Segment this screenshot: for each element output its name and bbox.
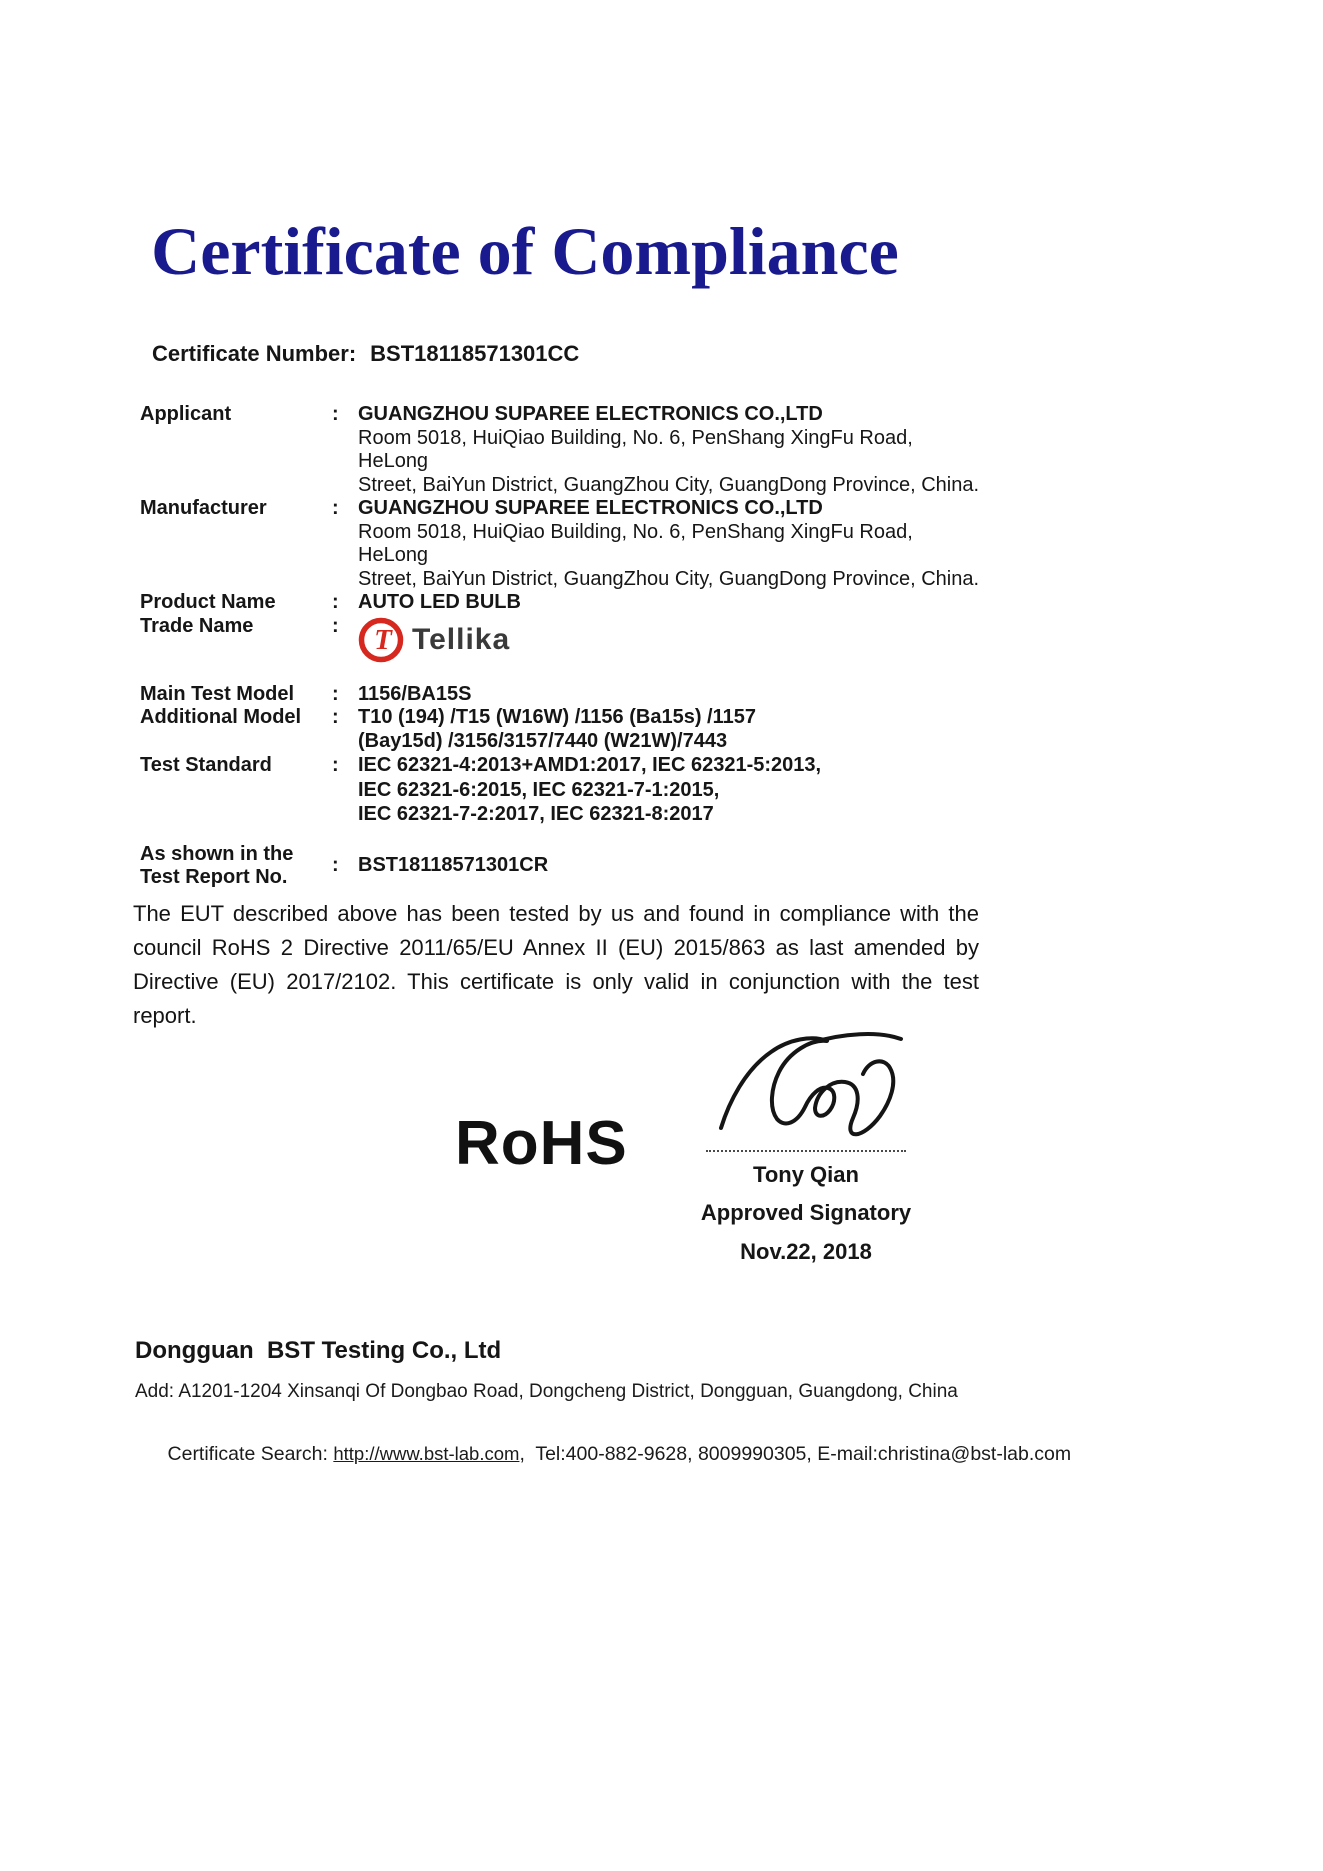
signature-line xyxy=(706,1150,906,1152)
field-label-main-test-model: Main Test Model xyxy=(140,682,295,705)
field-product-name xyxy=(140,591,980,615)
additional-model-value xyxy=(358,706,980,753)
applicant-address-line2: Street, BaiYun District, GuangZhou City, GuangDong Province, China. xyxy=(358,473,980,496)
field-colon: : xyxy=(332,854,339,877)
applicant-company: GUANGZHOU SUPAREE ELECTRONICS CO.,LTD xyxy=(358,403,823,425)
field-colon: : xyxy=(332,706,339,728)
compliance-statement: The EUT described above has been tested by us and found in compliance with the council RoHS 2 Directive 2011/65/EU Annex II (EU) 2015/863 as last amended by Directive (EU) 2017/2102. This certificate is only valid in conjunction with the test report. xyxy=(133,901,979,1028)
certificate-number-label: Certificate Number: xyxy=(152,341,357,366)
field-colon: : xyxy=(332,497,339,519)
certificate-search-line xyxy=(135,1420,1203,1489)
rohs-mark: RoHS xyxy=(455,1109,628,1178)
additional-model-line2: (Bay15d) /3156/3157/7440 (W21W)/7443 xyxy=(358,729,728,752)
field-label-additional-model: Additional Model xyxy=(140,706,302,728)
tellika-logo-icon xyxy=(358,617,404,663)
test-standard-line3: IEC 62321-7-2:2017, IEC 62321-8:2017 xyxy=(358,803,714,825)
test-standard-value xyxy=(358,753,980,827)
signature-date: Nov.22, 2018 xyxy=(740,1239,872,1264)
tellika-logo xyxy=(358,617,980,663)
field-colon: : xyxy=(332,682,339,705)
footer xyxy=(135,1337,1203,1489)
lab-address: Add: A1201-1204 Xinsanqi Of Dongbao Road, Dongcheng District, Dongguan, Guangdong, China xyxy=(135,1381,958,1402)
test-report-label-line1: As shown in the xyxy=(140,842,294,865)
field-colon: : xyxy=(332,591,339,613)
main-test-model-value: 1156/BA15S xyxy=(358,682,472,705)
test-standard-line1: IEC 62321-4:2013+AMD1:2017, IEC 62321-5:2013, xyxy=(358,754,822,776)
manufacturer-address-line1: Room 5018, HuiQiao Building, No. 6, PenShang XingFu Road, HeLong xyxy=(358,520,913,566)
field-label-manufacturer: Manufacturer xyxy=(140,497,267,519)
lab-website-link[interactable]: http://www.bst-lab.com xyxy=(333,1443,520,1464)
field-label-product-name: Product Name xyxy=(140,591,276,613)
field-label-test-standard: Test Standard xyxy=(140,754,272,776)
field-test-report xyxy=(140,843,980,890)
field-colon: : xyxy=(332,754,339,776)
product-name-value: AUTO LED BULB xyxy=(358,591,521,613)
signature-block xyxy=(682,1030,930,1265)
field-colon: : xyxy=(332,403,339,425)
certificate-number-value: BST18118571301CC xyxy=(370,341,580,366)
applicant-address-line1: Room 5018, HuiQiao Building, No. 6, PenShang XingFu Road, HeLong xyxy=(358,426,913,472)
manufacturer-company: GUANGZHOU SUPAREE ELECTRONICS CO.,LTD xyxy=(358,497,823,519)
lab-company-name: Dongguan BST Testing Co., Ltd xyxy=(135,1337,502,1364)
test-standard-line2: IEC 62321-6:2015, IEC 62321-7-1:2015, xyxy=(358,778,720,801)
test-report-value: BST18118571301CR xyxy=(358,854,549,877)
certificate-number-line xyxy=(152,341,579,367)
field-label-applicant: Applicant xyxy=(140,403,232,425)
field-test-standard xyxy=(140,753,980,827)
field-colon: : xyxy=(332,614,339,637)
additional-model-line1: T10 (194) /T15 (W16W) /1156 (Ba15s) /1157 xyxy=(358,706,756,728)
signatory-name: Tony Qian xyxy=(753,1162,859,1187)
field-applicant xyxy=(140,403,980,497)
lab-contact-info: , Tel:400-882-9628, 8009990305, E-mail:christina@bst-lab.com xyxy=(519,1443,1072,1465)
test-report-label-line2: Test Report No. xyxy=(140,866,288,888)
tellika-logo-text: Tellika xyxy=(412,622,511,656)
field-value-manufacturer xyxy=(358,497,980,591)
signature-handwriting-icon xyxy=(693,1030,919,1148)
trade-name-value xyxy=(358,615,980,663)
field-trade-name xyxy=(140,615,980,683)
certificate-fields xyxy=(140,403,980,890)
field-value-applicant xyxy=(358,403,980,497)
manufacturer-address-line2: Street, BaiYun District, GuangZhou City, GuangDong Province, China. xyxy=(358,567,980,590)
field-label-test-report xyxy=(140,843,332,890)
signatory-role: Approved Signatory xyxy=(700,1200,912,1225)
field-manufacturer xyxy=(140,497,980,591)
svg-text:T: T xyxy=(374,623,392,656)
page-title: Certificate of Compliance xyxy=(151,213,899,289)
field-label-trade-name: Trade Name xyxy=(140,614,254,637)
field-additional-model xyxy=(140,706,980,753)
certificate-search-label: Certificate Search: xyxy=(167,1443,334,1465)
field-main-test-model xyxy=(140,683,980,707)
